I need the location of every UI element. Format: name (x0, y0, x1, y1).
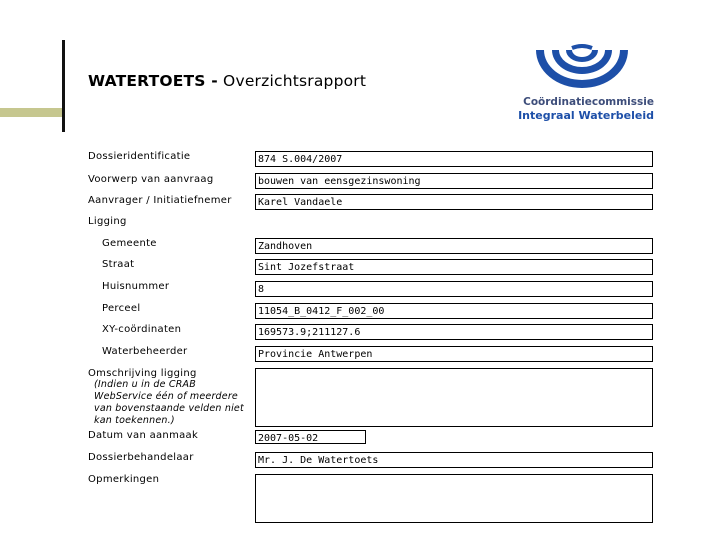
title-rest: Overzichtsrapport (223, 72, 367, 90)
dossier-field[interactable]: 874 S.004/2007 (255, 151, 653, 167)
waterbeheerder-label: Waterbeheerder (102, 346, 188, 357)
note-line: (Indien u in de CRAB (94, 379, 196, 390)
behandelaar-label: Dossierbehandelaar (88, 452, 194, 463)
xy-label: XY-coördinaten (102, 324, 182, 335)
perceel-label: Perceel (102, 303, 141, 314)
note-line: kan toekennen.) (94, 415, 175, 426)
gemeente-field[interactable]: Zandhoven (255, 238, 653, 254)
ligging-label: Ligging (88, 216, 127, 227)
straat-label: Straat (102, 259, 135, 270)
logo-line1: Coördinatiecommissie (523, 96, 654, 108)
xy-field[interactable]: 169573.9;211127.6 (255, 324, 653, 340)
water-rings-icon (532, 44, 632, 92)
datum-label: Datum van aanmaak (88, 430, 199, 441)
note-line: van bovenstaande velden niet (94, 403, 244, 414)
straat-field[interactable]: Sint Jozefstraat (255, 259, 653, 275)
page-title (88, 72, 366, 90)
perceel-field[interactable]: 11054_B_0412_F_002_00 (255, 303, 653, 319)
aanvrager-field[interactable]: Karel Vandaele (255, 194, 653, 210)
omschrijving-field[interactable] (255, 368, 653, 427)
voorwerp-field[interactable]: bouwen van eensgezinswoning (255, 173, 653, 189)
opmerkingen-label: Opmerkingen (88, 474, 160, 485)
waterbeheerder-field[interactable]: Provincie Antwerpen (255, 346, 653, 362)
dossier-label: Dossieridentificatie (88, 151, 191, 162)
aanvrager-label: Aanvrager / Initiatiefnemer (88, 195, 232, 206)
decorative-horizontal-bar (0, 108, 62, 117)
cciw-logo (508, 44, 654, 124)
omschrijving-label: Omschrijving ligging (88, 368, 197, 379)
behandelaar-field[interactable]: Mr. J. De Watertoets (255, 452, 653, 468)
decorative-vertical-bar (62, 40, 65, 132)
title-bold: WATERTOETS - (88, 72, 218, 90)
datum-field[interactable]: 2007-05-02 (255, 430, 366, 444)
huisnummer-field[interactable]: 8 (255, 281, 653, 297)
huisnummer-label: Huisnummer (102, 281, 170, 292)
omschrijving-note (94, 379, 244, 427)
logo-line2: Integraal Waterbeleid (518, 109, 654, 122)
voorwerp-label: Voorwerp van aanvraag (88, 174, 214, 185)
note-line: WebService één of meerdere (94, 391, 238, 402)
opmerkingen-field[interactable] (255, 474, 653, 523)
gemeente-label: Gemeente (102, 238, 157, 249)
